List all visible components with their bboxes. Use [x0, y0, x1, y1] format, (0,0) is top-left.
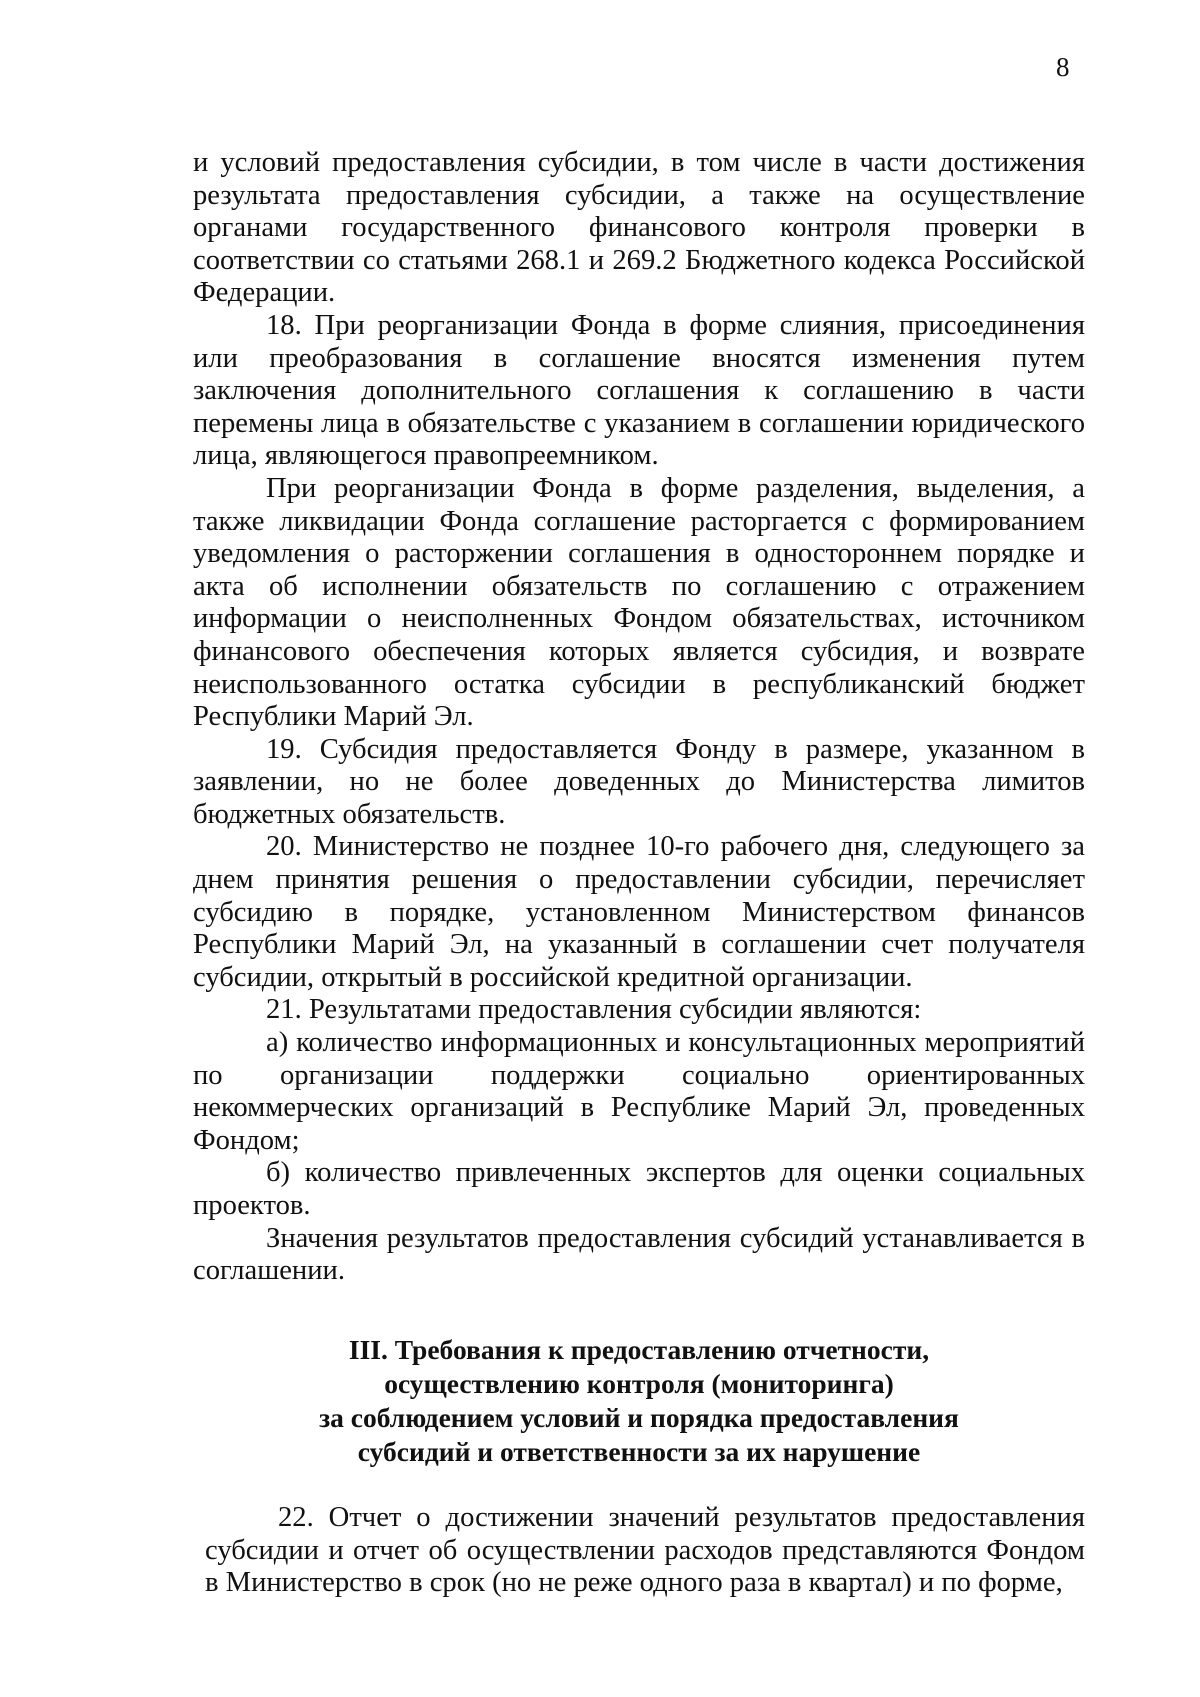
- section-heading-line-1: III. Требования к предоставлению отчетности,: [348, 1334, 930, 1365]
- paragraph-results-values: Значения результатов предоставления субсидий устанавливается в соглашении.: [193, 1222, 1085, 1287]
- paragraph-21-a: а) количество информационных и консультационных мероприятий по организации поддержки социально ориентированных некоммерческих организаций в Республике Марий Эл, проведенных Фондом;: [193, 1027, 1085, 1156]
- section-heading-line-2: осуществлению контроля (мониторинга): [384, 1368, 894, 1399]
- paragraph-21-b: б) количество привлеченных экспертов для оценки социальных проектов.: [193, 1157, 1085, 1221]
- paragraph-20: 20. Министерство не позднее 10-го рабочего дня, следующего за днем принятия решения о предоставлении субсидии, перечисляет субсидию в порядке, установленном Министерством финансов Республики Марий Эл, на указанный в соглашении счет получателя субсидии, открытый в российской кредитной организации.: [193, 831, 1085, 993]
- paragraph-reorganization: При реорганизации Фонда в форме разделения, выделения, а также ликвидации Фонда соглашение расторгается с формированием уведомления о расторжении соглашения в одностороннем порядке и акта об исполнении обязательств по соглашению с отражением информации о неисполненных Фондом обязательствах, источником финансового обеспечения которых является субсидия, и возврате неиспользованного остатка субсидии в республиканский бюджет Республики Марий Эл.: [193, 472, 1085, 733]
- paragraph-18: 18. При реорганизации Фонда в форме слияния, присоединения или преобразования в соглашение вносятся изменения путем заключения дополнительного соглашения к соглашению в части перемены лица в обязательстве с указанием в соглашении юридического лица, являющегося правопреемником.: [193, 309, 1085, 472]
- body-text-top: [193, 147, 1085, 1288]
- section-heading-line-4: субсидий и ответственности за их нарушение: [357, 1436, 921, 1467]
- paragraph-21: 21. Результатами предоставления субсидии являются:: [266, 994, 922, 1026]
- paragraph-22: 22. Отчет о достижении значений результатов предоставления субсидии и отчет об осуществлении расходов представляются Фондом в Министерство в срок (но не реже одного раза в квартал) и по форме,: [205, 1502, 1085, 1599]
- body-text-bottom: [205, 1502, 1085, 1600]
- section-heading-line-3: за соблюдением условий и порядка предоставления: [319, 1402, 959, 1433]
- page-number: 8: [1056, 52, 1070, 82]
- paragraph-continuation: и условий предоставления субсидии, в том числе в части достижения результата предоставления субсидии, а также на осуществление органами государственного финансового контроля проверки в соответствии со статьями 268.1 и 269.2 Бюджетного кодекса Российской Федерации.: [193, 147, 1085, 309]
- paragraph-19: 19. Субсидия предоставляется Фонду в размере, указанном в заявлении, но не более доведенных до Министерства лимитов бюджетных обязательств.: [193, 733, 1085, 830]
- section-heading: [193, 1333, 1085, 1469]
